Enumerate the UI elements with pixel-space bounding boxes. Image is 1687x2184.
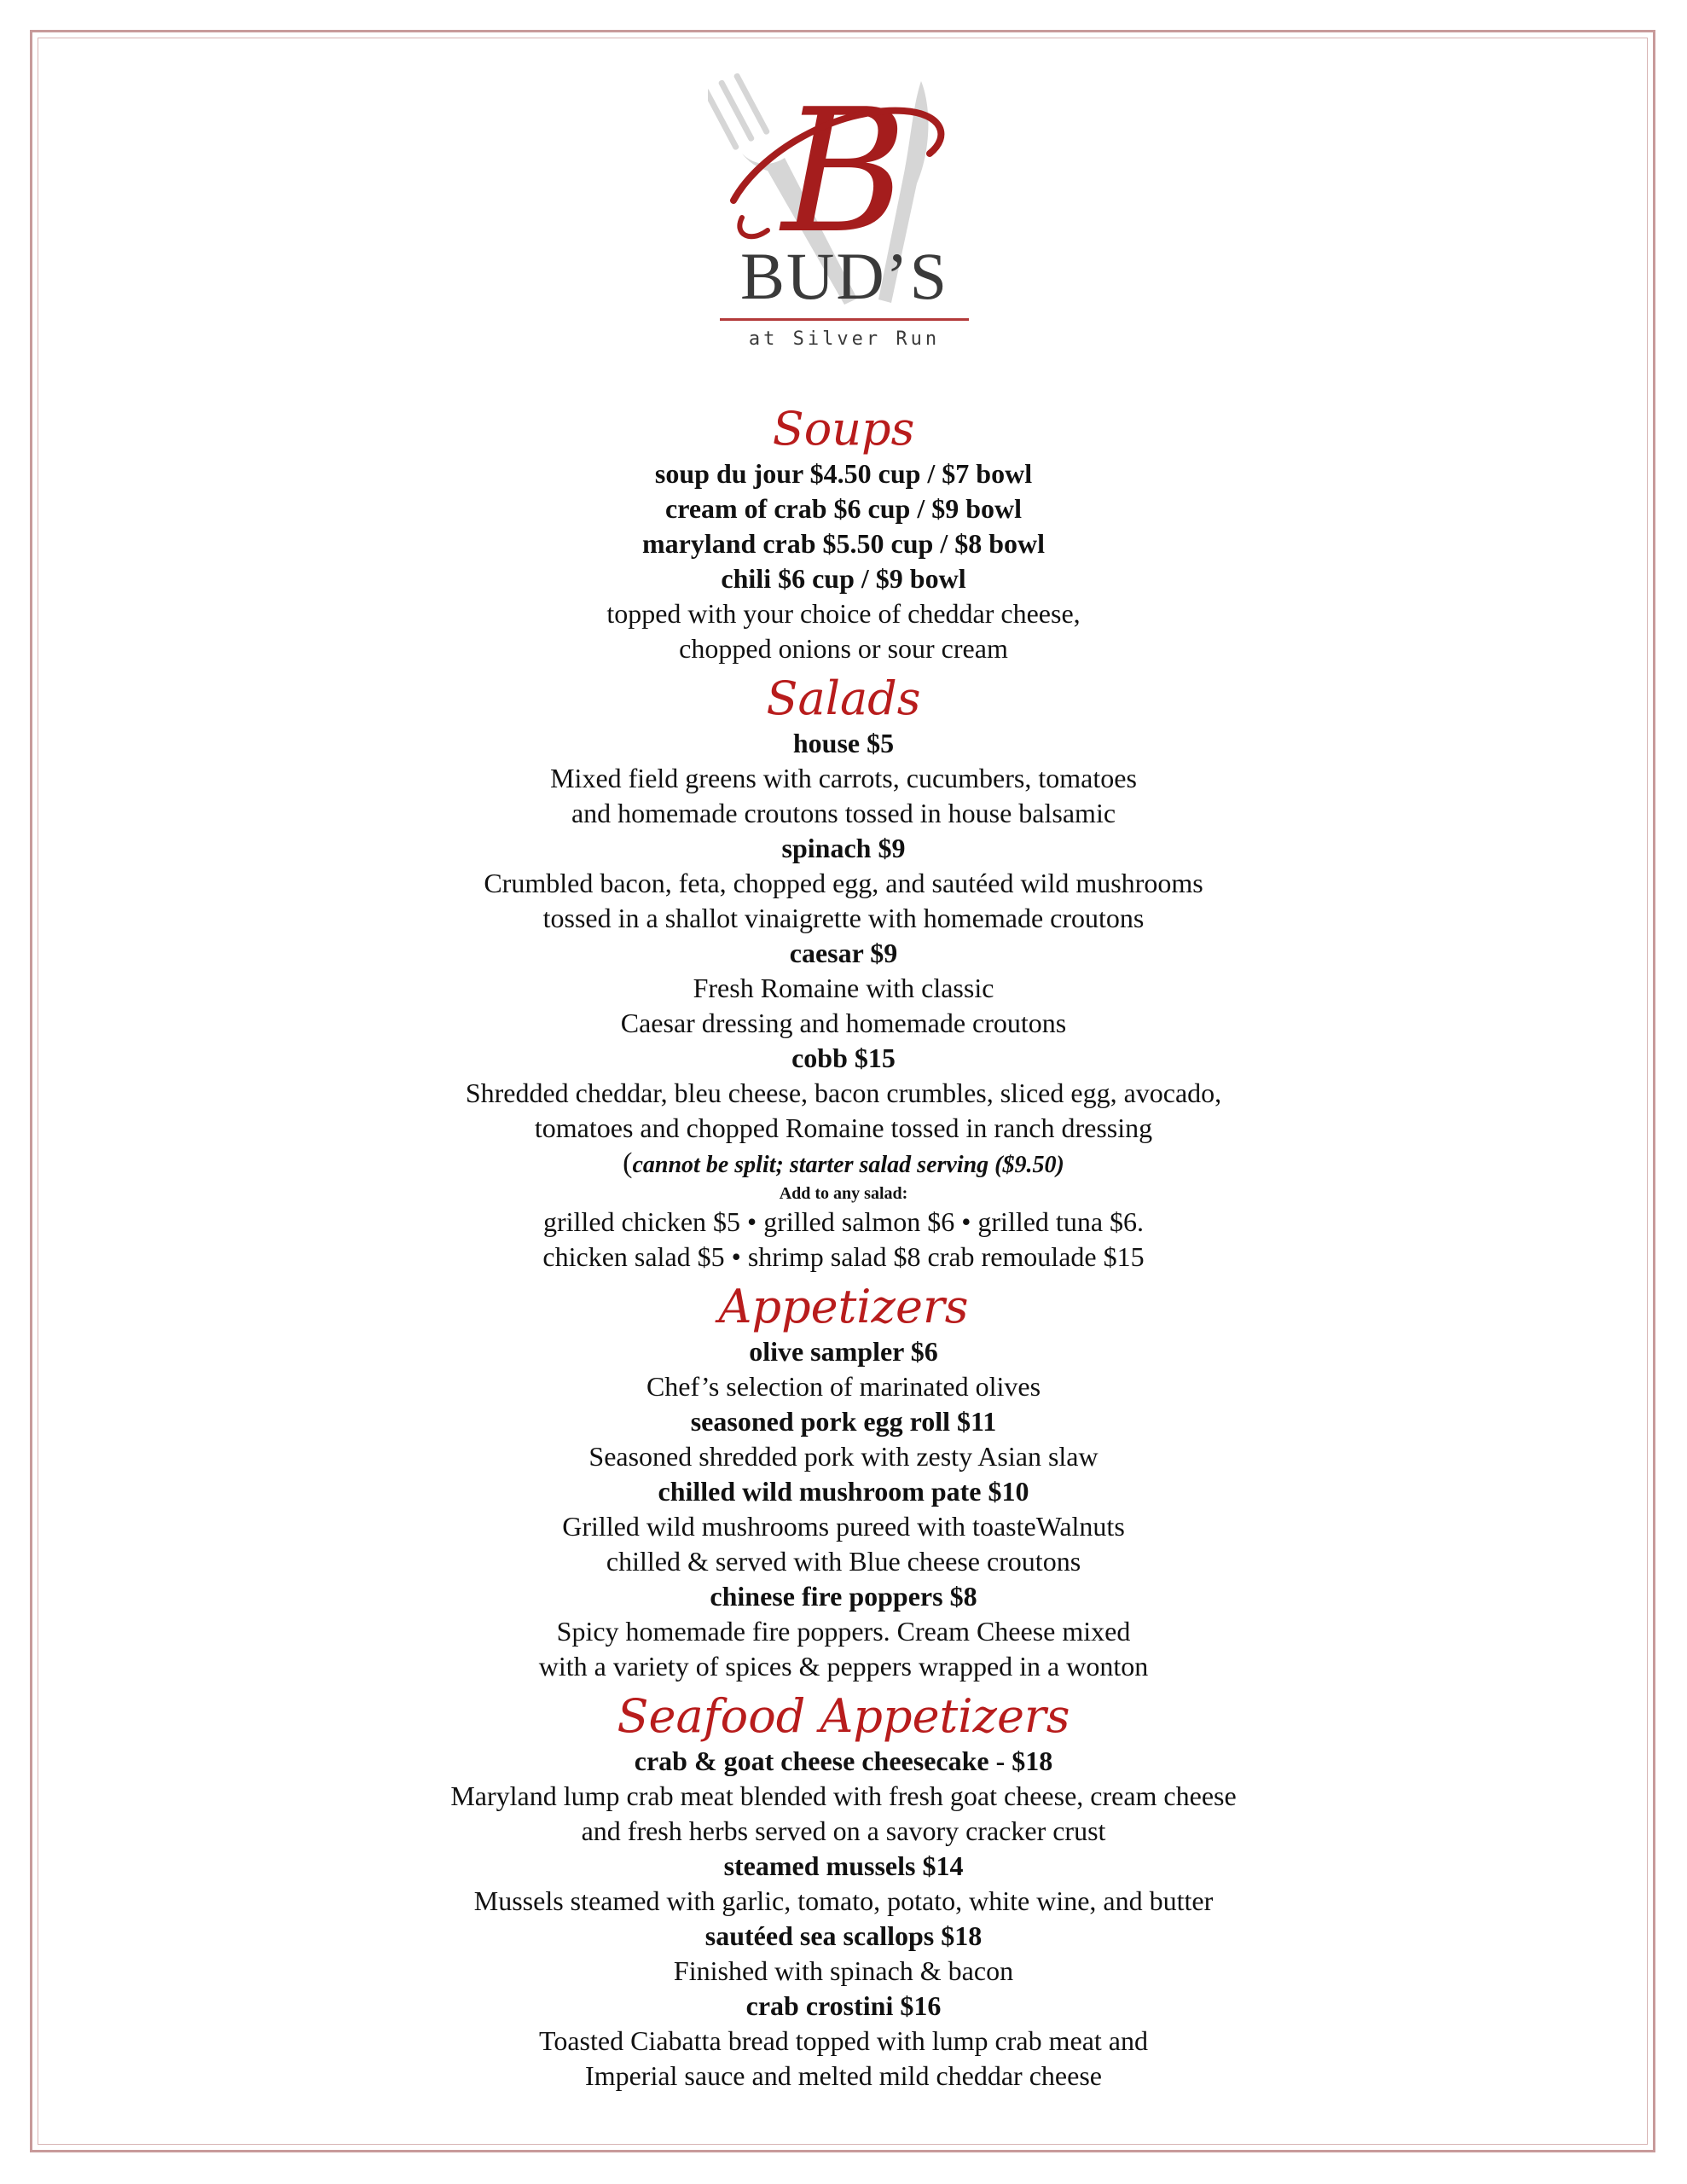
section-title-salads: Salads	[766, 671, 921, 725]
menu-item-name: steamed mussels $14	[723, 1850, 964, 1881]
menu-item-name: chili $6 cup / $9 bowl	[721, 563, 966, 594]
menu-item-desc: Caesar dressing and homemade croutons	[620, 1008, 1067, 1038]
menu-item-desc: Imperial sauce and melted mild cheddar cheese	[585, 2060, 1102, 2091]
menu-item-desc: and homemade croutons tossed in house balsamic	[571, 798, 1116, 828]
svg-text:B: B	[781, 73, 907, 271]
menu-item-desc: Fresh Romaine with classic	[693, 973, 994, 1003]
menu-item-desc: with a variety of spices & peppers wrapped in a wonton	[538, 1651, 1149, 1682]
restaurant-tagline: at Silver Run	[748, 328, 941, 350]
menu-item-desc: Shredded cheddar, bleu cheese, bacon crumbles, sliced egg, avocado,	[465, 1077, 1222, 1108]
logo-rule	[720, 318, 969, 321]
menu-item-desc: Toasted Ciabatta bread topped with lump crab meat and	[539, 2025, 1148, 2056]
addon-line: chicken salad $5 • shrimp salad $8 crab remoulade $15	[542, 1241, 1145, 1272]
menu-item-desc: Mussels steamed with garlic, tomato, potato, white wine, and butter	[473, 1885, 1214, 1916]
menu-item-name: olive sampler $6	[749, 1336, 938, 1367]
menu-item-name: house $5	[792, 728, 895, 758]
menu-item-desc: chilled & served with Blue cheese croutons	[606, 1546, 1081, 1577]
menu-item-desc: tossed in a shallot vinaigrette with homemade croutons	[542, 903, 1145, 933]
menu-item-name: cobb $15	[791, 1043, 896, 1073]
menu-item-desc: Mixed field greens with carrots, cucumbers, tomatoes	[550, 763, 1137, 793]
menu-item-name: maryland crab $5.50 cup / $8 bowl	[641, 528, 1046, 559]
menu-item-name: sautéed sea scallops $18	[704, 1920, 983, 1951]
menu-item-desc: Maryland lump crab meat blended with fresh goat cheese, cream cheese	[450, 1780, 1237, 1811]
section-title-seafood: Seafood Appetizers	[617, 1689, 1070, 1743]
note-text: cannot be split; starter salad serving ($9.50)	[632, 1152, 1064, 1178]
menu-item-name: caesar $9	[789, 938, 898, 968]
menu-item-name: cream of crab $6 cup / $9 bowl	[664, 493, 1023, 524]
restaurant-logo	[708, 73, 981, 363]
salad-note	[85, 1146, 1602, 1182]
addon-line: grilled chicken $5 • grilled salmon $6 • grilled tuna $6.	[542, 1206, 1145, 1237]
addon-label: Add to any salad:	[779, 1184, 908, 1203]
menu-item-name: crab crostini $16	[745, 1990, 942, 2021]
menu-item-desc: Grilled wild mushrooms pureed with toasteWalnuts	[562, 1511, 1125, 1542]
menu-item-desc: Spicy homemade fire poppers. Cream Cheese mixed	[556, 1616, 1131, 1647]
menu-item-name: seasoned pork egg roll $11	[690, 1406, 997, 1437]
menu-item-desc: chopped onions or sour cream	[679, 633, 1008, 664]
menu-item-desc: topped with your choice of cheddar cheese,	[606, 598, 1081, 629]
menu-item-name: spinach $9	[781, 833, 906, 863]
menu-item-name: chilled wild mushroom pate $10	[658, 1476, 1029, 1507]
menu-item-desc: Finished with spinach & bacon	[673, 1955, 1014, 1986]
menu-item-name: crab & goat cheese cheesecake - $18	[634, 1745, 1053, 1776]
menu-item-name: soup du jour $4.50 cup / $7 bowl	[654, 458, 1033, 489]
section-title-soups: Soups	[772, 402, 915, 456]
menu-content	[85, 397, 1602, 2094]
menu-item-name: chinese fire poppers $8	[710, 1581, 977, 1612]
menu-item-desc: and fresh herbs served on a savory cracker crust	[581, 1815, 1106, 1846]
restaurant-name: BUD’S	[739, 239, 949, 313]
menu-item-desc: Crumbled bacon, feta, chopped egg, and sautéed wild mushrooms	[484, 868, 1203, 898]
menu-item-desc: tomatoes and chopped Romaine tossed in ranch dressing	[534, 1112, 1153, 1143]
section-title-appetizers: Appetizers	[718, 1280, 969, 1333]
menu-item-desc: Seasoned shredded pork with zesty Asian slaw	[588, 1441, 1099, 1472]
menu-item-desc: Chef’s selection of marinated olives	[646, 1371, 1041, 1402]
note-paren: (	[623, 1147, 633, 1179]
